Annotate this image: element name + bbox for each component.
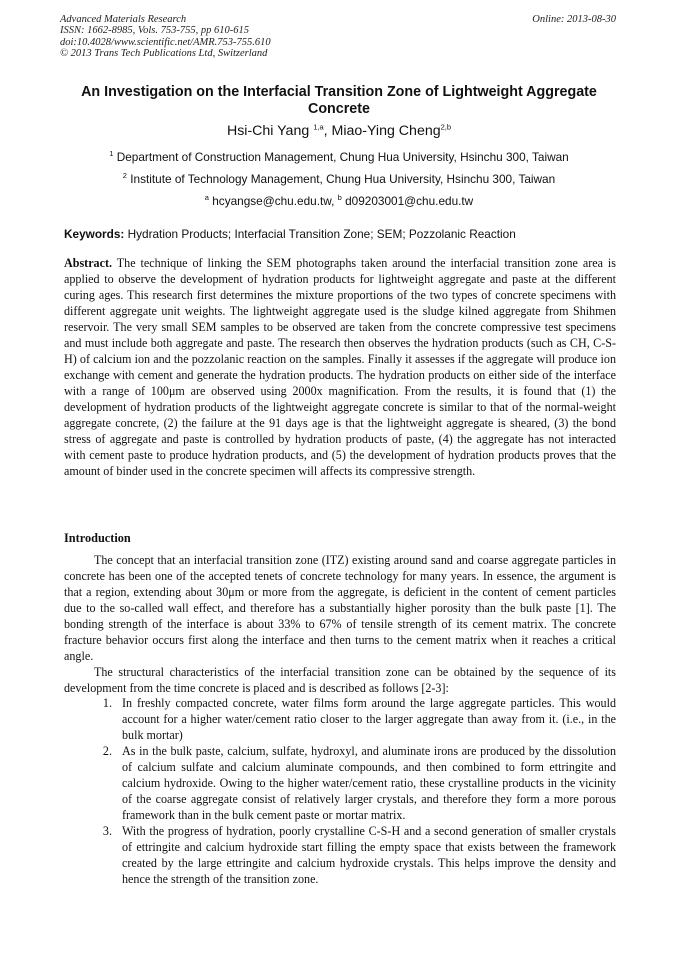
email-a: hcyangse@chu.edu.tw, (212, 194, 338, 208)
intro-paragraph-1: The concept that an interfacial transition zone (ITZ) existing around sand and coarse aggregate particles in concrete has been one of the accepted tenets of concrete technology for many years. In essence, the argument is that a region, extending about 30μm or more from the aggregate, is deficient in the content of cement particles due to the so-called wall effect, and therefore has a substantially higher porosity than the bulk paste [1]. The bonding strength of the interface is about 33% to 67% of tensile strength of its cement matrix. The concrete fracture behavior occurs first along the interface and then turns to the cement matrix when it reaches a critical angle. (64, 553, 616, 663)
introduction-heading: Introduction (64, 531, 131, 545)
list-item-number: 1. (102, 696, 112, 710)
list-item (64, 695, 616, 743)
development-sequence-list (64, 695, 616, 887)
affiliation-1 (60, 150, 618, 164)
affiliation-2 (60, 172, 618, 186)
abstract-label: Abstract. (64, 256, 113, 270)
keywords (64, 227, 616, 241)
email-b-mark: b (337, 193, 342, 203)
author-line (60, 123, 618, 139)
list-item-text: With the progress of hydration, poorly crystalline C-S-H and a second generation of smaller crystals of ettringite and calcium hydroxide start filling the empty space that exists between the framework created by the large ettringite and calcium hydroxide crystals. This helps improve the density and hence the strength of the transition zone. (122, 824, 616, 886)
author-separator: , (323, 123, 332, 139)
list-item-number: 2. (102, 744, 112, 758)
email-line (60, 194, 618, 208)
copyright-line: © 2013 Trans Tech Publications Ltd, Switzerland (60, 47, 268, 59)
keywords-label: Keywords: (64, 227, 125, 241)
author-2-affiliation-mark: 2,b (440, 122, 452, 132)
list-item-text: As in the bulk paste, calcium, sulfate, hydroxyl, and aluminate irons are produced by the dissolution of calcium sulfate and calcium aluminate compounds, and then combined to form ettringite and calcium hydroxide. Owing to the higher water/cement ratio, these crystalline products in the vicinity of the coarse aggregate consist of relatively larger crystals, and therefore they form a more porous framework than in the bulk cement paste or mortar matrix. (122, 744, 616, 822)
affiliation-2-text: Institute of Technology Management, Chung Hua University, Hsinchu 300, Taiwan (130, 172, 556, 186)
email-a-mark: a (204, 193, 209, 203)
doi-line: doi:10.4028/www.scientific.net/AMR.753-755.610 (60, 36, 271, 48)
affiliation-2-mark: 2 (122, 171, 127, 181)
email-b: d09203001@chu.edu.tw (345, 194, 474, 208)
intro-paragraph-2: The structural characteristics of the interfacial transition zone can be obtained by the sequence of its development from the time concrete is placed and is described as follows [2-3]: (64, 665, 616, 695)
keywords-text: Hydration Products; Interfacial Transition Zone; SEM; Pozzolanic Reaction (127, 227, 516, 241)
author-1-affiliation-mark: 1,a (313, 122, 324, 132)
list-item-text: In freshly compacted concrete, water films form around the large aggregate particles. This would account for a higher water/cement ratio closer to the larger aggregate than away from it. (i.e., in the bulk mortar) (122, 696, 616, 742)
paper-title: An Investigation on the Interfacial Transition Zone of Lightweight Aggregate Concrete (81, 84, 597, 117)
list-item-number: 3. (102, 824, 112, 838)
abstract-text: The technique of linking the SEM photographs taken around the interfacial transition zone area is applied to observe the development of hydration products for lightweight aggregate and paste at the different curing ages. This research first determines the mixture proportions of the two types of concrete specimens with different aggregate unit weights. The lightweight aggregate used is the sludge kilned aggregate from Shihmen reservoir. The very small SEM samples to be observed are taken from the concrete compressive test specimens and must include both aggregate and paste. The research then observes the hydration products (such as CH, C-S-H) of calcium ion and the pozzolanic reaction on the samples. Finally it assesses if the aggregate will produce ion exchange with cement and generate the hydration products. The hydration products on either side of the interface with a range of 100μm are observed using 2000x magnification. From the results, it is found that (1) the development of hydration products of the lightweight aggregate concrete is similar to that of the normal-weight aggregate concrete, (2) the failure at the 91 days age is that the lightweight aggregate is sheared, (3) the bond stress of aggregate and paste is controlled by hydration products of paste, (4) the aggregate has not interacted with cement paste to produce hydration products, and (5) the development of hydration products proves that the amount of binder used in the concrete specimen will affects its compressive strength. (64, 256, 617, 478)
affiliation-1-mark: 1 (109, 149, 114, 159)
affiliation-1-text: Department of Construction Management, Chung Hua University, Hsinchu 300, Taiwan (116, 150, 569, 164)
abstract (64, 255, 616, 479)
list-item (64, 743, 616, 823)
issn-line: ISSN: 1662-8985, Vols. 753-755, pp 610-615 (60, 25, 249, 37)
author-2: Miao-Ying Cheng (331, 123, 441, 139)
journal-name: Advanced Materials Research (60, 14, 187, 25)
list-item (64, 823, 616, 887)
introduction-body (64, 552, 616, 696)
author-1: Hsi-Chi Yang (226, 123, 310, 139)
online-date: Online: 2013-08-30 (532, 14, 616, 25)
